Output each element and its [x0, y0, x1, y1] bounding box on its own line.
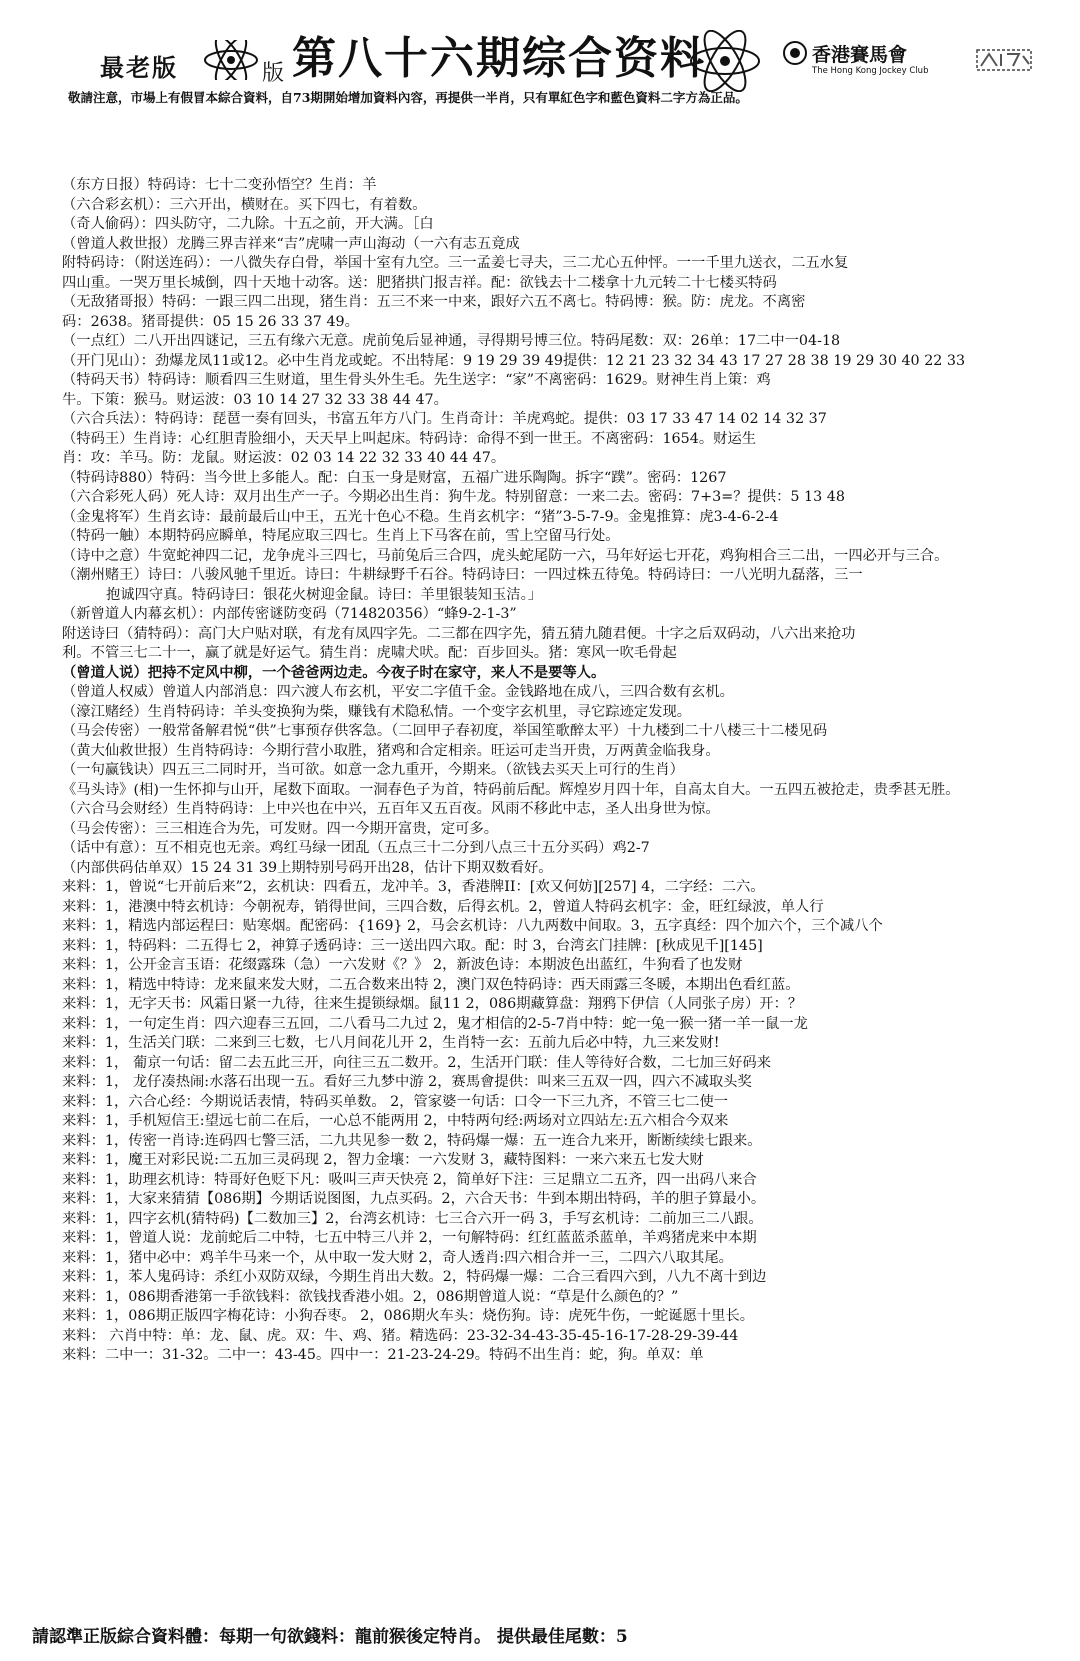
text-line: 来料：1， 龙仔凑热闹:水落石出现一五。看好三九梦中游 2，赛馬會提供：叫来三五双一四，四六不减取头奖	[62, 1074, 752, 1090]
text-line: 来料：1，086期正版四字梅花诗：小狗吞枣。 2，086期火车头：烧伤狗。诗：虎死牛伤，一蛇诞愿十里长。	[62, 1308, 755, 1324]
text-line: （六合彩玄机）：三六开出，横财在。买下四七，有着数。	[62, 196, 427, 213]
text-line: 四山重。一哭万里长城倒，四十天地十动客。送：肥猪拱门报吉祥。配：欲钱去十二楼拿十九元转二十七楼买特码	[62, 274, 777, 291]
text-line: （特码一触）本期特码应瞬单，特尾应取三四七。生肖上下马客在前，雪上空留马行处。	[62, 528, 620, 544]
text-line: 来料：1，魔王对彩民说:二五加三灵码现 2，智力金壤：一六发财 3，藏特图料：一来六来五七发大财	[62, 1152, 704, 1168]
authenticity-notice: 敬請注意，市場上有假冒本綜合資料，自73期開始增加資料內容，再提供一半肖，只有單紅色字和藍色資料二字方為正品。	[68, 90, 748, 105]
text-line: 来料：1，四字玄机(猜特码)【二数加三】2，台湾玄机诗：七三合六开一码 3，手写玄机诗：二前加三二八跟。	[62, 1210, 763, 1227]
text-line: 来料：1， 葡京一句话：留二去五此三开，向往三五二数开。2，生活开门联：佳人等待好合数，二七加三好码来	[62, 1054, 771, 1071]
text-line: （马会传密）一般常备解君悦“供”七事预存供客急。（二回甲子春初度，举国笙歌醉太平）十九楼到二十八楼三十二楼见码	[62, 723, 828, 739]
stamp-icon	[975, 44, 1033, 74]
text-line: 肖：攻：羊马。防：龙鼠。财运波：02 03 14 22 32 33 40 44 47。	[62, 450, 506, 466]
text-line: 来料：二中一：31-32。二中一：43-45。四中一：21-23-24-29。特码不出生肖：蛇，狗。单双：单	[62, 1347, 704, 1363]
text-line: （特码诗880）特码：当今世上多能人。配：白玉一身是财富，五福广进乐陶陶。拆字“蹼”。密码：1267	[62, 469, 727, 486]
text-line: （六合马会财经）生肖特码诗：上中兴也在中兴，五百年又五百夜。风雨不移此中志，圣人出身世为惊。	[62, 801, 720, 817]
text-line: （曾道人权威）曾道人内部消息：四六渡人布玄机，平安二字值千金。金钱路地在成八，三四合数有玄机。	[62, 684, 734, 700]
text-line: 来料：1，特码料：二五得七 2，神算子透码诗：三一送出四六取。配：时 3，台湾玄门挂牌：[秋成见千][145]	[62, 937, 763, 954]
text-line: （特码王）生肖诗：心红胆青脸细小，天天早上叫起床。特码诗：命得不到一世王。不离密码：1654。财运生	[62, 430, 757, 447]
text-line: 码：2638。猪哥提供：05 15 26 33 37 49。	[62, 313, 359, 330]
text-line	[62, 1385, 1030, 1405]
text-line	[62, 1366, 1030, 1386]
text-line: （内部供码估单双）15 24 31 39上期特别号码开出28，估计下期双数看好。	[62, 859, 553, 876]
text-line: 来料：1，六合心经：今期说话表情，特码买单数。 2，管家婆一句话：口令一下三九齐，不管三七二使一	[62, 1093, 729, 1110]
text-line: 附送诗曰（猜特码）：高门大户贴对联，有龙有凤四字先。二三都在四字先，猜五猜九随君便。十字之后双码动，八六出来抢功	[62, 625, 856, 642]
text-line: （黄大仙救世报）生肖特码诗：今期行营小取胜，猪鸡和合定相亲。旺运可走当开贵，万两黄金临我身。	[62, 742, 720, 759]
text-line: （一点红）二八开出四谜记，三五有缘六无意。虎前兔后显神通，寻得期号博三位。特码尾数：双：26单：17二中一04-18	[62, 333, 841, 349]
text-line: （新曾道人内幕玄机）：内部传密谜防变码（714820356）“蜂9-2-1-3”	[62, 606, 517, 622]
atom-emblem-icon	[202, 40, 260, 80]
text-line: 来料：1，助理玄机诗：特哥好色贬下凡：吸叫三声天快亮 2，简单好下注：三足鼎立二五齐，四一出码八来合	[62, 1171, 757, 1188]
text-line: 来料： 六肖中特：单：龙、鼠、虎。双：牛、鸡、猪。精选码：23-32-34-43-35-45-16-17-28-29-39-44	[62, 1327, 739, 1344]
text-line: 牛。下策：猴马。财运波：03 10 14 27 32 33 38 44 47。	[62, 391, 448, 408]
text-line: 来料：1，苯人鬼码诗：杀红小双防双绿，今期生肖出大数。2，特码爆一爆：二合三看四六到，八九不离十到边	[62, 1269, 767, 1285]
edition-label: 最老版	[100, 53, 178, 82]
text-line	[62, 1405, 1030, 1425]
hkjc-logo-icon	[782, 40, 808, 66]
text-line: 来料：1，港澳中特玄机诗：今朝祝寿，销得世间，三四合数，后得玄机。2，曾道人特码玄机字：金，旺红绿波，单人行	[62, 898, 824, 915]
atom-emblem-icon	[685, 30, 765, 92]
text-line: （无敌猪哥报）特码：一跟三四二出现，猪生肖：五三不来一中来，跟好六五不离七。特码博：猴。防：虎龙。不离密	[62, 294, 806, 310]
text-line: （马会传密）：三三相连合为先，可发财。四一今期开富贵，定可多。	[62, 820, 499, 837]
text-line: 来料：1，精选中特诗：龙来鼠来发大财，二五合数来出特 2，澳门双色特码诗：西天雨露三冬暖，本期出色看红蓝。	[62, 976, 800, 993]
text-line: 来料：1，086期香港第一手欲钱料：欲钱找香港小姐。2，086期曾道人说：“草是什么颜色的？”	[62, 1288, 679, 1305]
text-line: （特码天书）特码诗：顺看四三生财道，里生骨头外生毛。先生送字：“家”不离密码：1629。财神生肖上策：鸡	[62, 372, 771, 388]
text-line: （一句赢钱诀）四五三二同时开，当可欲。如意一念九重开，今期来。（欲钱去买天上可行的生肖）	[62, 762, 684, 778]
text-line: （六合兵法）：特码诗：琵琶一奏有回头，书富五年方八门。生肖奇计：羊虎鸡蛇。提供：03 17 33 47 14 02 14 32 37	[62, 411, 827, 427]
text-line: 来料：1，曾说“七开前后来”2，玄机诀：四看五，龙冲羊。3，香港牌II：[欢又何妨][257] 4，二字经：二六。	[62, 879, 765, 895]
text-line: 来料：1，公开金言玉语：花缀露珠（急）一六发财《？》 2，新波色诗：本期波色出蓝红，牛狗看了也发财	[62, 957, 743, 973]
text-line: 抱诚四守真。特码诗曰：银花火树迎金鼠。诗曰：羊里银装知玉洁。」	[106, 586, 543, 603]
text-line: （曾道人说）把持不定风中柳，一个爸爸两边走。今夜子时在家守，来人不是要等人。	[62, 664, 606, 681]
text-line: （潮州赌王）诗曰：八骏风驰千里近。诗曰：牛耕绿野千石谷。特码诗曰：一四过株五待兔。特码诗曰：一八光明九磊落，三一	[62, 567, 863, 583]
text-line: （濠江赌经）生肖特码诗：羊头变换狗为柴，赚钱有术隐私情。一个变字玄机里，寻它踪迹定发现。	[62, 703, 692, 720]
text-line: 来料：1，大家来猜猜【086期】今期话说图图，九点买码。2，六合天书：牛到本期出特码，羊的胆子算最小。	[62, 1191, 766, 1207]
text-line: 来料：1，手机短信王:望远七前二在后，一心总不能两用 2，中特两句经:两场对立四站左:五六相合今双来	[62, 1113, 729, 1129]
text-line: （金鬼将军）生肖玄诗：最前最后山中王，五光十色心不稳。生肖玄机字：“猪”3-5-7-9。金鬼推算：虎3-4-6-2-4	[62, 508, 779, 525]
text-line: 来料：1，一句定生肖：四六迎春三五回，二八看马二九过 2，鬼才相信的2-5-7肖中特：蛇一兔一猴一猪一羊一鼠一龙	[62, 1015, 808, 1032]
text-line: 来料：1，生活关门联：二来到三七数，七八月间花儿开 2，生肖特一玄：五前九后必中特，九三来发财!	[62, 1035, 720, 1051]
text-line: （话中有意）：互不相克也无亲。鸡红马绿一团乱（五点三十二分到八点三十五分买码）鸡2-7	[62, 840, 650, 856]
text-line: 利。不管三七二十一，赢了就是好运气。猜生肖：虎啸犬吠。配：百步回头。猪：寒风一吹毛骨起	[62, 645, 677, 661]
text-line: 来料：1，猪中必中：鸡羊牛马来一个，从中取一发大财 2，奇人透肖:四六相合并一三，二四六八取其尾。	[62, 1249, 733, 1266]
text-line: 来料：1，传密一肖诗:连码四七警三活，二九共见参一数 2，特码爆一爆：五一连合九来开，断断续续七跟来。	[62, 1132, 762, 1149]
text-line: 附特码诗：（附送连码）：一八微失存白骨，举国十室有九空。三一孟姜七寻夫，三二尤心五仲怦。一一千里九送衣，二五水复	[62, 255, 849, 271]
footer-text: 請認準正版綜合資料體：每期一句欲錢料：龍前猴後定特肖。 提供最佳尾數：5	[32, 1627, 628, 1647]
hkjc-english-name: The Hong Kong Jockey Club	[812, 66, 929, 76]
text-line: （东方日报）特码诗：七十二变孙悟空？生肖：羊	[62, 177, 377, 193]
text-line: （奇人偷码）：四头防守，二九除。十五之前，开大满。［白	[62, 216, 434, 232]
text-line: 《马头诗》(相)一生怀抑与山开，尾数下面取。一洞春色子为首，特码前后配。辉煌岁月四十年，自高太自大。一五四五被抢走，贵季甚无胜。	[62, 781, 960, 798]
content-body	[62, 176, 1030, 1424]
hkjc-name: 香港賽馬會	[812, 44, 908, 66]
page-title: 第八十六期综合资料	[292, 33, 706, 84]
text-line: （诗中之意）牛宽蛇神四二记，龙争虎斗三四七，马前兔后三合四，虎头蛇尾防一六，马年好运七开花，鸡狗相合三二出，一四必开与三合。	[62, 547, 949, 564]
text-line: 来料：1，曾道人说：龙前蛇后二中特，七五中特三八并 2，一句解特码：红红蓝蓝杀蓝单，羊鸡猪虎来中本期	[62, 1230, 757, 1246]
edition-suffix: 版	[262, 61, 285, 86]
text-line: 来料：1，精选内部运程曰：贴寒烟。配密码：{169} 2，马会玄机诗：八九两数中间取。3，五字真经：四个加六个，三个减八个	[62, 918, 883, 934]
text-line: （六合彩死人码）死人诗：双月出生产一子。今期必出生肖：狗牛龙。特别留意：一来二去。密码：7+3=？提供：5 13 48	[62, 489, 845, 505]
text-line: 来料：1，无字天书：风霜日紧一九待，往来生提锁绿烟。鼠11 2，086期藏算盘：翔鸦下伊信（人同张子房）开：？	[62, 996, 803, 1012]
header	[0, 0, 1080, 105]
text-line: （开门见山）：劲爆龙凤11或12。必中生肖龙或蛇。不出特尾：9 19 29 39 49提供：12 21 23 32 34 43 17 27 28 38 19 29 30 40 22 33	[62, 352, 966, 369]
text-line: （曾道人救世报）龙腾三界吉祥来“吉”虎啸一声山海动（一六有志五竟成	[62, 235, 520, 252]
